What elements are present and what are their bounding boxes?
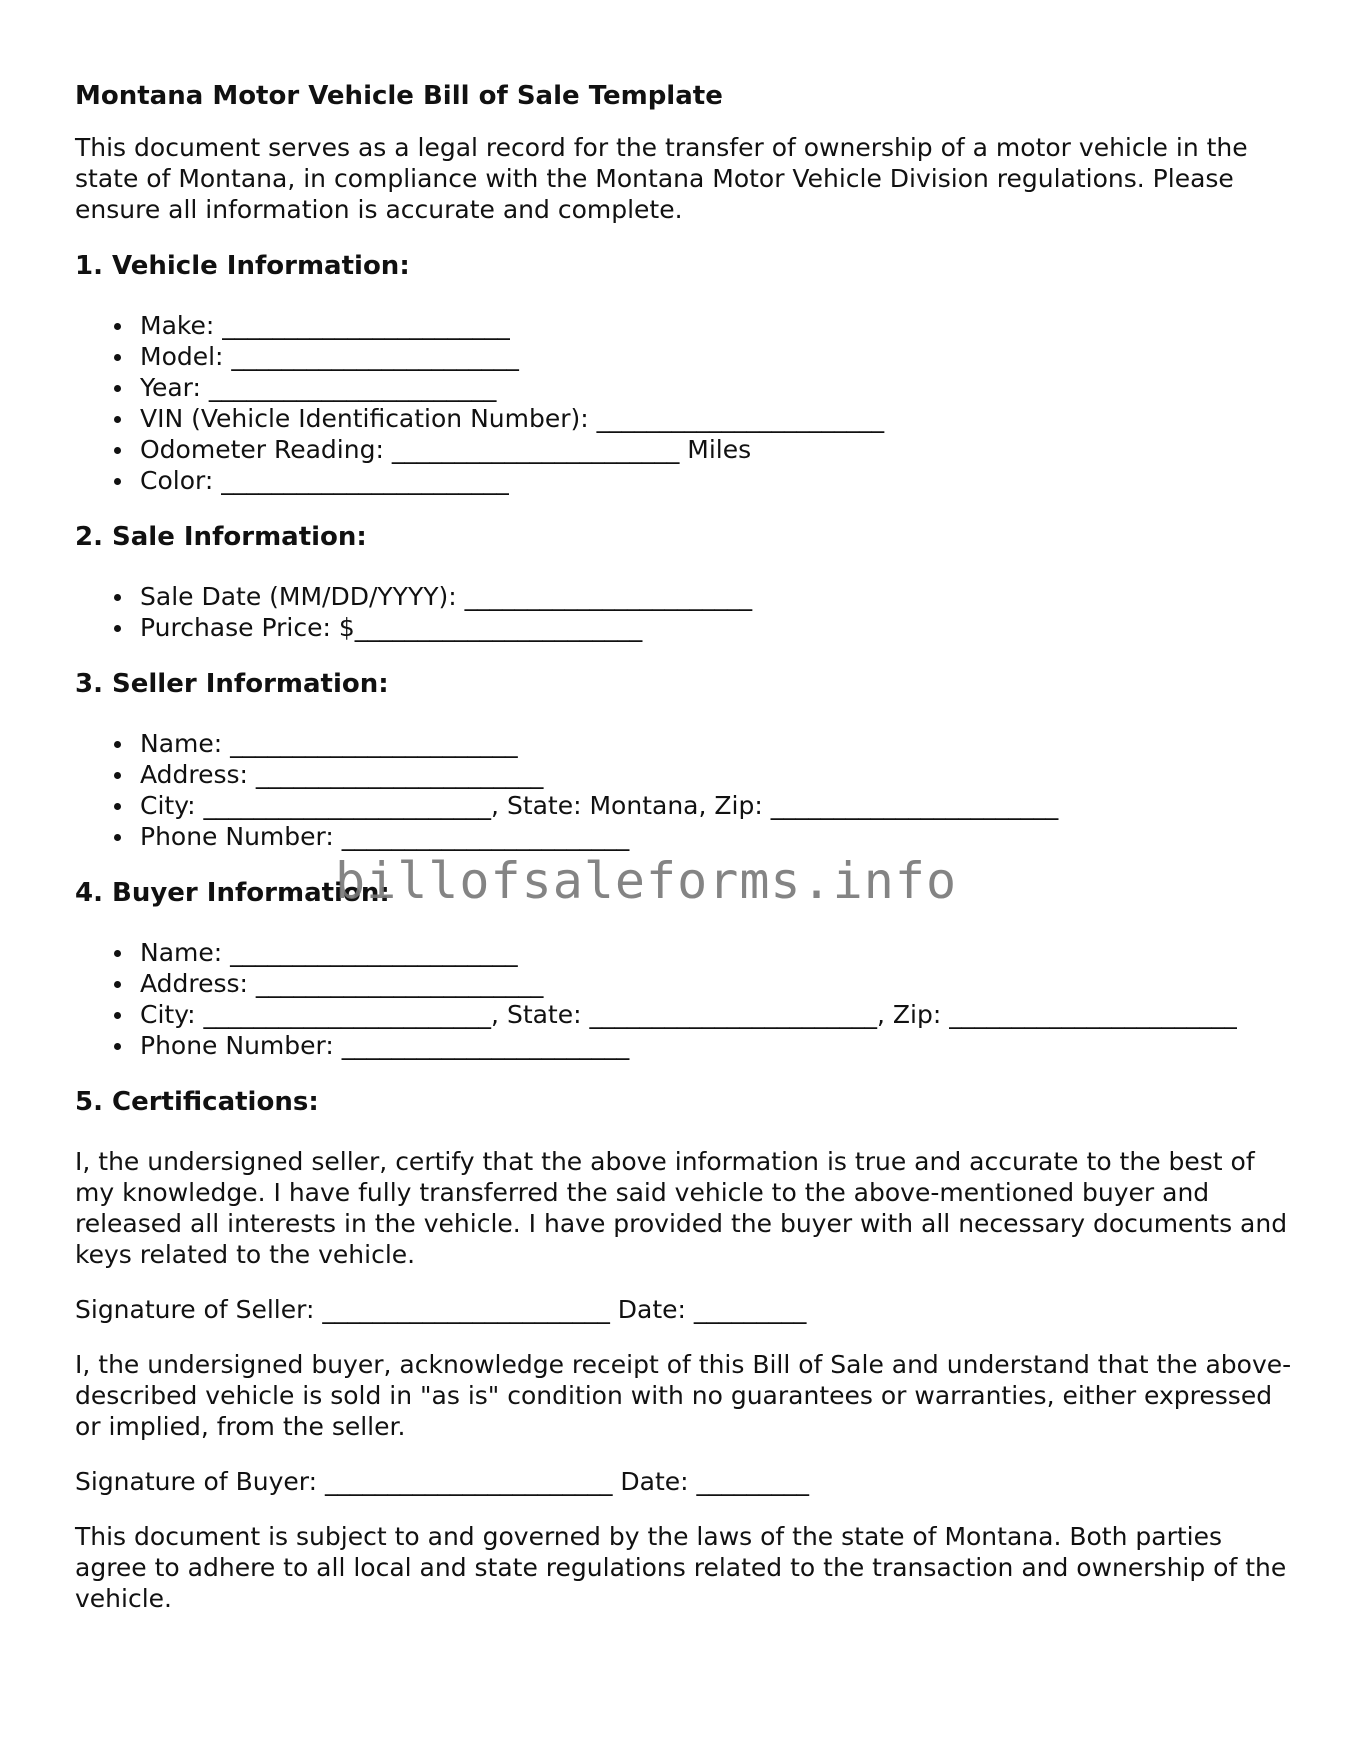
vehicle-model-field[interactable]: Model: _______________________ <box>140 341 1295 372</box>
watermark: billofsaleforms.info <box>335 852 958 910</box>
certifications-heading: 5. Certifications: <box>75 1087 319 1117</box>
document-page <box>75 80 1295 1614</box>
vehicle-vin-field[interactable]: VIN (Vehicle Identification Number): _______________________ <box>140 403 1295 434</box>
vehicle-year-field[interactable]: Year: _______________________ <box>140 372 1295 403</box>
purchase-price-field[interactable]: Purchase Price: $_______________________ <box>140 612 1295 643</box>
seller-phone-field[interactable]: Phone Number: _______________________ <box>140 821 1295 852</box>
seller-name-field[interactable]: Name: _______________________ <box>140 728 1295 759</box>
document-title: Montana Motor Vehicle Bill of Sale Template <box>75 81 723 111</box>
vehicle-make-field[interactable]: Make: _______________________ <box>140 310 1295 341</box>
buyer-signature-line[interactable]: Signature of Buyer: _______________________ Date: _________ <box>75 1467 810 1496</box>
intro-paragraph: This document serves as a legal record for the transfer of ownership of a motor vehicle in the state of Montana, in compliance with the Montana Motor Vehicle Division regulations. Please ensure all information is accurate and complete. <box>75 133 1248 224</box>
vehicle-list <box>75 310 1295 496</box>
seller-signature-line[interactable]: Signature of Seller: _______________________ Date: _________ <box>75 1295 807 1324</box>
buyer-address-field[interactable]: Address: _______________________ <box>140 968 1295 999</box>
buyer-name-field[interactable]: Name: _______________________ <box>140 937 1295 968</box>
vehicle-odometer-field[interactable]: Odometer Reading: _______________________ Miles <box>140 434 1295 465</box>
seller-city-state-zip-field[interactable]: City: _______________________, State: Montana, Zip: _______________________ <box>140 790 1295 821</box>
sale-date-field[interactable]: Sale Date (MM/DD/YYYY): _______________________ <box>140 581 1295 612</box>
closing-paragraph: This document is subject to and governed by the laws of the state of Montana. Both parties agree to adhere to all local and state regulations related to the transaction and ownership of the vehicle. <box>75 1522 1287 1613</box>
vehicle-color-field[interactable]: Color: _______________________ <box>140 465 1295 496</box>
seller-heading: 3. Seller Information: <box>75 669 389 699</box>
buyer-phone-field[interactable]: Phone Number: _______________________ <box>140 1030 1295 1061</box>
seller-address-field[interactable]: Address: _______________________ <box>140 759 1295 790</box>
buyer-heading: 4. Buyer Information: <box>75 878 390 908</box>
buyer-acknowledgement-statement: I, the undersigned buyer, acknowledge receipt of this Bill of Sale and understand that the above-described vehicle is sold in "as is" condition with no guarantees or warranties, either expressed or implied, from the seller. <box>75 1350 1292 1441</box>
sale-list <box>75 581 1295 643</box>
sale-heading: 2. Sale Information: <box>75 522 367 552</box>
vehicle-heading: 1. Vehicle Information: <box>75 251 410 281</box>
buyer-list <box>75 937 1295 1061</box>
seller-certification-statement: I, the undersigned seller, certify that the above information is true and accurate to the best of my knowledge. I have fully transferred the said vehicle to the above-mentioned buyer and released all interests in the vehicle. I have provided the buyer with all necessary documents and keys related to the vehicle. <box>75 1147 1288 1269</box>
seller-list <box>75 728 1295 852</box>
buyer-city-state-zip-field[interactable]: City: _______________________, State: _______________________, Zip: _______________________ <box>140 999 1295 1030</box>
